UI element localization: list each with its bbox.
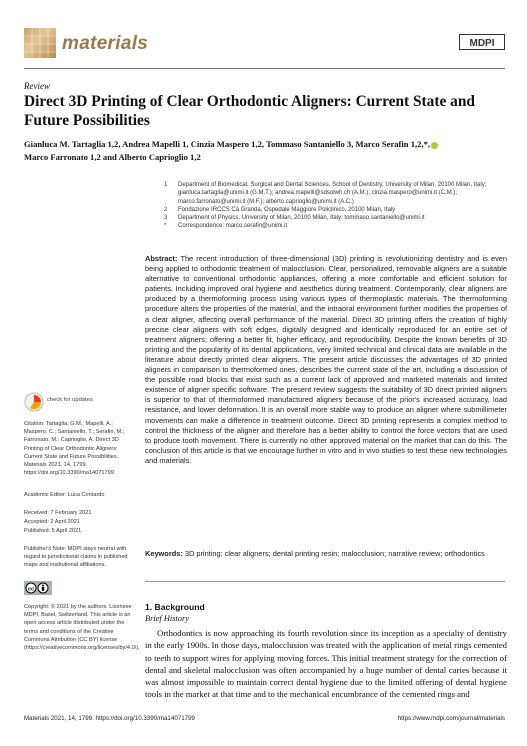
affiliation-text: Department of Biomedical, Surgical and Dental Sciences, School of Dentistry, University of Milan, 20100 Milan, Italy; gianluca.tartaglia@unimi.it (G.M.T.); andrea.mapelli@sdsolwh.ch (A.M.); cinzia.maspero@unimi.it (C.M.); marco.farronato@unimi.it (M.F.); alberto.caprioglio@unimi.it (A.C.) xyxy=(178,182,487,205)
cc-license-icon[interactable] xyxy=(24,581,52,595)
affiliation-text: Department of Physics, University of Milan, 20100 Milan, Italy; tommaso.santaniello@unimi.it xyxy=(178,215,425,222)
affiliation-item xyxy=(164,181,504,206)
affiliation-number: 3 xyxy=(164,215,168,222)
check-for-updates[interactable] xyxy=(24,392,132,414)
affiliation-number: 1 xyxy=(164,182,168,188)
academic-editor: Academic Editor: Luca Contardo xyxy=(24,492,105,498)
accepted-date: Accepted: 2 April 2021 xyxy=(24,519,80,525)
copyright: Copyright: © 2021 by the authors. Licensee MDPI, Basel, Switzerland. This article is an open access article distributed under the terms and conditions of the Creative Commons Attribution (CC BY) license (https://creativecommons.org/licenses/by/4.0/). xyxy=(24,604,140,652)
keywords-text: 3D printing; clear aligners; dental printing resin; malocclusion; narrative review; orthodontics xyxy=(184,549,485,558)
authors-line-2: Marco Farronato 1,2 and Alberto Caprioglio 1,2 xyxy=(24,152,201,162)
citation: Citation: Tartaglia, G.M.; Mapelli, A.; Maspero, C.; Santaniello, T.; Serafin, M.; Farronato, M.; Caprioglio, A. Direct 3D Printing of Clear Orthodontic Aligners: Current State and Future Possibilities. Materials 2021, 14, 1799. https://doi.org/10.3390/ma14071799 xyxy=(24,421,125,477)
mdpi-logo xyxy=(459,34,505,50)
abstract xyxy=(145,254,507,466)
page-footer xyxy=(24,715,505,722)
subsection-heading: Brief History xyxy=(145,614,189,623)
footer-journal-link[interactable]: https://www.mdpi.com/journal/materials xyxy=(397,715,505,722)
affiliation-item xyxy=(164,206,504,214)
check-updates-label: check for updates xyxy=(47,397,93,403)
journal-name: materials xyxy=(62,33,149,54)
journal-logo xyxy=(24,28,56,58)
body-paragraph: Orthodontics is now approaching its fourth revolution since its inception as a specialty of dentistry in the early 1900s. In those days, malocclusion was treated with the application of metal rings cemented to teeth to support wires for applying moving forces. This initial treatment strategy for the correction of dental and skeletal malocclusion was often accompanied by a huge number of dental caries because it was almost impossible to maintain correct dental hygiene due to the limited offering of dental hygiene tools in the market at that time and to the mechanical encumbrance of the cemented rings and xyxy=(145,628,507,700)
published-date: Published: 5 April 2021 xyxy=(24,528,82,534)
article-type: Review xyxy=(24,81,50,91)
orcid-icon[interactable] xyxy=(431,142,438,149)
affiliation-item xyxy=(164,214,504,222)
abstract-text: The recent introduction of three-dimensional (3D) printing is revolutionizing dentistry and is even being applied to orthodontic treatment of malocclusion. Clear, personalized, removable aligners are a suitable alternative to conventional orthodontic appliances, offering a more comfortable and efficient solution for patients. Including improved oral hygiene and aesthetics during treatment. Contemporarily, clear aligners are produced by a thermoforming process using various types of thermoplastic materials. The thermoforming procedure alters the properties of the material, and the intraoral environment further modifies the properties of a clear aligner, affecting overall performance of the material. Direct 3D printing offers the creation of highly precise clear aligners with soft edges, digitally designed and identically reproduced for an entire set of treatment aligners; offering a better fit, higher efficacy, and reproducibility. Despite the known benefits of 3D printing and the popularity of its dental applications, very limited technical and clinical data are available in the literature about directly printed clear aligners. The present article discusses the advantages of 3D printed aligners in comparison to thermoformed ones, describes the current state of the art, including a discussion of the possible road blocks that exist such as a current lack of approved and marketed materials and limited existence of aligner specific software. The present review suggests the suitability of 3D direct printed aligners is superior to that of thermoformed manufactured aligners because of the prior's increased accuracy, load resistance, and lower deformation. It is an overall more stable way to produce an aligner where submillimeter movements can make a difference in treatment outcome. Direct 3D printing represents a complex method to control the thickness of the aligner and therefore has a better ability to control the force vectors that are used to produce tooth movement. There is currently no other approved material on the market that can do this. The conclusion of this article is that we encourage further in vitro and in vivo studies to test these new technologies and materials. xyxy=(145,254,507,465)
footer-citation: Materials 2021, 14, 1799. https://doi.org/10.3390/ma14071799 xyxy=(24,715,195,722)
section-heading: 1. Background xyxy=(145,602,205,612)
affiliation-item xyxy=(164,222,504,230)
affiliation-number: * xyxy=(164,223,167,230)
received-date: Received: 7 February 2021 xyxy=(24,510,92,516)
keywords xyxy=(145,549,507,559)
abstract-rule xyxy=(145,581,505,582)
check-updates-icon xyxy=(24,392,44,412)
authors-line-1: Gianluca M. Tartaglia 1,2, Andrea Mapelli 1, Cinzia Maspero 1,2, Tommaso Santaniello 3, Marco Serafin 1,2,*, xyxy=(24,139,431,149)
svg-text:cc: cc xyxy=(27,586,35,593)
affiliation-text: Fondazione IRCCS Cà Granda, Ospedale Maggiore Policlinico, 20100 Milan, Italy xyxy=(178,206,396,213)
affiliation-number: 2 xyxy=(164,206,168,213)
article-title: Direct 3D Printing of Clear Orthodontic Aligners: Current State and Future Possibilities xyxy=(24,93,475,129)
keywords-label: Keywords: xyxy=(145,549,183,558)
affiliation-text: Correspondence: marco.serafin@unimi.it xyxy=(178,223,288,230)
author-list xyxy=(24,138,514,164)
publisher-name: MDPI xyxy=(469,38,495,49)
header-rule xyxy=(24,68,505,69)
publisher-note: Publisher's Note: MDPI stays neutral with regard to jurisdictional claims in published maps and institutional affiliations. xyxy=(24,546,128,569)
affiliations xyxy=(164,181,504,231)
abstract-label: Abstract: xyxy=(145,254,178,263)
